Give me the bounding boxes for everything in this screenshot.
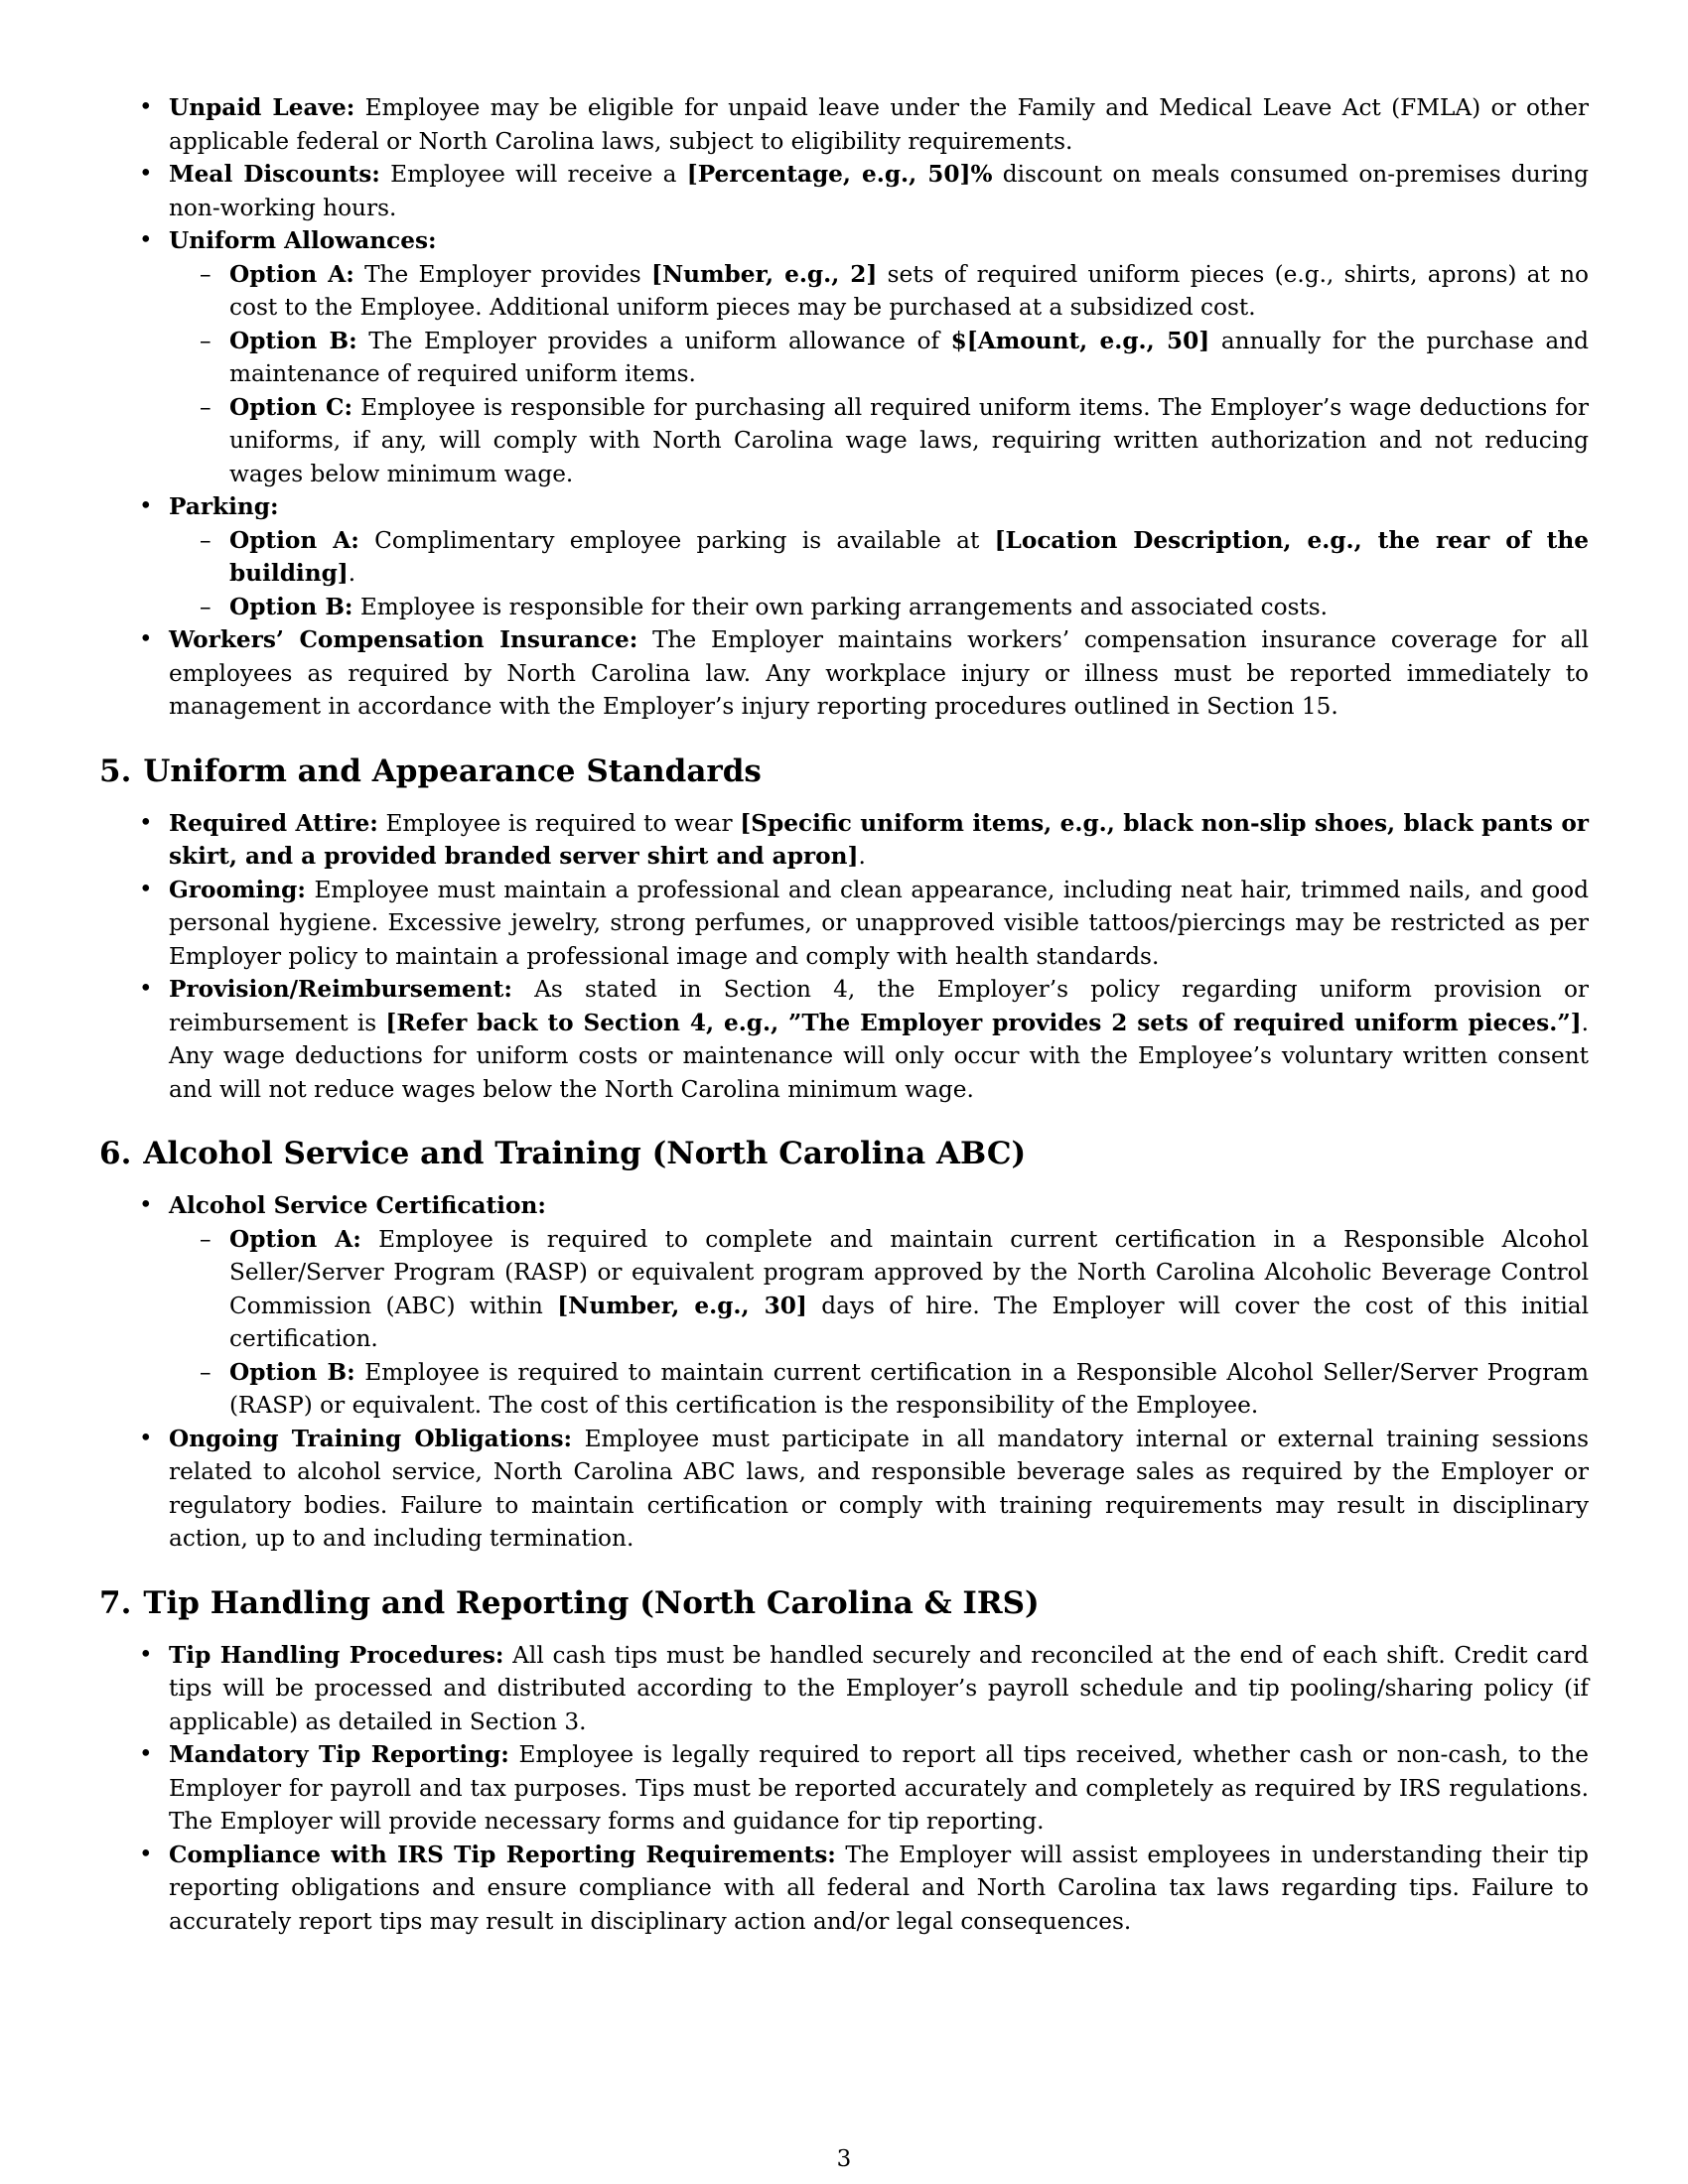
- option-text: annually for the purchase and maintenance of required uniform items.: [229, 327, 1589, 387]
- item-text: discount on meals consumed on-premises during non-working hours.: [169, 161, 1589, 221]
- list-item-parking: [169, 490, 1589, 623]
- option-text: The Employer provides: [353, 260, 651, 288]
- item-label: Workers’ Compensation Insurance:: [169, 626, 638, 653]
- list-item-required-attire: [169, 807, 1589, 874]
- placeholder-field: [Percentage, e.g., 50]%: [686, 161, 993, 188]
- certification-options-list: [169, 1223, 1589, 1423]
- item-label: Required Attire:: [169, 809, 378, 837]
- section-title: Uniform and Appearance Standards: [143, 752, 762, 789]
- sub-item-option-a: [229, 524, 1589, 591]
- list-item-irs-compliance: [169, 1839, 1589, 1939]
- option-label: Option B:: [229, 1358, 355, 1386]
- list-item-provision: [169, 973, 1589, 1106]
- item-text: Employee must maintain a professional and clean appearance, including neat hair, trimmed nails, and good personal hygiene. Excessive jewelry, strong perfumes, or unapproved visible tattoos/piercings may be restricted as per Employer policy to maintain a professional image and comply with health standards.: [169, 876, 1589, 970]
- item-text: As stated in Section 4, the Employer’s policy regarding uniform provision or reimbursement is: [169, 976, 1589, 1036]
- section-title: Alcohol Service and Training (North Carolina ABC): [143, 1136, 1027, 1171]
- option-text: days of hire. The Employer will cover the cost of this initial certification.: [229, 1292, 1589, 1352]
- list-item-alcohol-certification: [169, 1189, 1589, 1423]
- placeholder-field: [Location Description, e.g., the rear of the building]: [229, 526, 1589, 587]
- item-label: Uniform Allowances:: [169, 227, 437, 254]
- item-text: Employee will receive a: [379, 161, 687, 188]
- section-title: Tip Handling and Reporting (North Carolina & IRS): [143, 1584, 1040, 1621]
- parking-options-list: [169, 524, 1589, 624]
- item-label: Unpaid Leave:: [169, 94, 355, 121]
- section6-list: [99, 1189, 1589, 1556]
- option-label: Option B:: [229, 593, 353, 620]
- placeholder-field: $[Amount, e.g., 50]: [950, 327, 1210, 354]
- option-text: Employee is responsible for purchasing all required uniform items. The Employer’s wage deductions for uniforms, if any, will comply with North Carolina wage laws, requiring written authorization and not reducing wages below minimum wage.: [229, 393, 1590, 487]
- sub-item-option-a: [229, 258, 1589, 325]
- placeholder-field: [Refer back to Section 4, e.g., ”The Employer provides 2 sets of required uniform pieces.”]: [385, 1009, 1582, 1036]
- option-label: Option A:: [229, 1225, 361, 1253]
- list-item-workers-comp: [169, 623, 1589, 724]
- list-item-meal-discounts: [169, 158, 1589, 224]
- item-label: Compliance with IRS Tip Reporting Requirements:: [169, 1841, 836, 1868]
- section-heading-5: [99, 751, 1589, 791]
- item-text: All cash tips must be handled securely and reconciled at the end of each shift. Credit card tips will be processed and distributed according to the Employer’s payroll schedule and tip pooling/sharing policy (if applicable) as detailed in Section 3.: [169, 1641, 1590, 1735]
- uniform-options-list: [169, 258, 1589, 491]
- item-label: Provision/Reimbursement:: [169, 976, 512, 1003]
- option-text: Employee is responsible for their own parking arrangements and associated costs.: [352, 593, 1329, 620]
- option-text: Employee is required to complete and maintain current certification in a Responsible Alcohol Seller/Server Program (RASP) or equivalent program approved by the North Carolina Alcoholic Beverage Control Commission (ABC) within: [229, 1225, 1589, 1319]
- item-text: Employee may be eligible for unpaid leave under the Family and Medical Leave Act (FMLA) or other applicable federal or North Carolina laws, subject to eligibility requirements.: [169, 94, 1589, 155]
- item-label: Parking:: [169, 493, 279, 520]
- option-label: Option B:: [229, 327, 357, 354]
- item-text: The Employer will assist employees in understanding their tip reporting obligations and ensure compliance with all federal and North Carolina tax laws regarding tips. Failure to accurately report tips may result in disciplinary action and/or legal consequences.: [169, 1841, 1589, 1935]
- section-heading-7: [99, 1583, 1589, 1623]
- list-item-unpaid-leave: [169, 91, 1589, 158]
- section-number: 5.: [99, 752, 132, 789]
- sub-item-option-b: [229, 325, 1589, 391]
- document-body: [99, 91, 1589, 1938]
- sub-item-option-b: [229, 591, 1589, 624]
- item-label: Grooming:: [169, 876, 306, 903]
- item-text: The Employer maintains workers’ compensation insurance coverage for all employees as required by North Carolina law. Any workplace injury or illness must be reported immediately to management in accordance with the Employer’s injury reporting procedures outlined in Section 15.: [169, 626, 1589, 720]
- list-item-mandatory-reporting: [169, 1738, 1589, 1839]
- section-heading-6: [99, 1134, 1589, 1173]
- placeholder-field: [Number, e.g., 30]: [557, 1292, 807, 1319]
- item-label: Alcohol Service Certification:: [169, 1192, 546, 1219]
- section-number: 6.: [99, 1136, 132, 1171]
- item-text: Employee is required to wear: [377, 809, 741, 837]
- page-number: 3: [836, 2146, 852, 2172]
- item-text: Employee is legally required to report all tips received, whether cash or non-cash, to the Employer for payroll and tax purposes. Tips must be reported accurately and completely as required by IRS regulations. The Employer will provide necessary forms and guidance for tip reporting.: [169, 1741, 1589, 1835]
- list-item-grooming: [169, 874, 1589, 974]
- option-text: .: [348, 560, 356, 587]
- list-item-tip-handling: [169, 1639, 1589, 1739]
- option-label: Option A:: [229, 260, 354, 288]
- placeholder-field: [Number, e.g., 2]: [650, 260, 878, 288]
- item-label: Tip Handling Procedures:: [169, 1641, 504, 1669]
- option-text: Complimentary employee parking is available at: [358, 526, 995, 554]
- item-text: . Any wage deductions for uniform costs or maintenance will only occur with the Employee’s voluntary written consent and will not reduce wages below the North Carolina minimum wage.: [169, 1009, 1589, 1103]
- item-text: Employee must participate in all mandatory internal or external training sessions related to alcohol service, North Carolina ABC laws, and responsible beverage sales as required by the Employer or regulatory bodies. Failure to maintain certification or comply with training requirements may result in disciplinary action, up to and including termination.: [169, 1425, 1589, 1552]
- sub-item-option-a: [229, 1223, 1589, 1356]
- option-label: Option C:: [229, 393, 353, 421]
- option-label: Option A:: [229, 526, 359, 554]
- sub-item-option-c: [229, 391, 1589, 491]
- section7-list: [99, 1639, 1589, 1939]
- item-label: Meal Discounts:: [169, 161, 380, 188]
- option-text: Employee is required to maintain current certification in a Responsible Alcohol Seller/Server Program (RASP) or equivalent. The cost of this certification is the responsibility of the Employee.: [229, 1358, 1589, 1419]
- placeholder-field: [Specific uniform items, e.g., black non-slip shoes, black pants or skirt, and a provided branded server shirt and apron]: [169, 809, 1590, 870]
- list-item-ongoing-training: [169, 1423, 1589, 1556]
- item-label: Mandatory Tip Reporting:: [169, 1741, 509, 1768]
- item-text: .: [858, 843, 866, 870]
- sub-item-option-b: [229, 1356, 1589, 1423]
- section-number: 7.: [99, 1584, 132, 1621]
- benefits-list: [99, 91, 1589, 724]
- list-item-uniform-allowances: [169, 224, 1589, 490]
- section5-list: [99, 807, 1589, 1107]
- option-text: sets of required uniform pieces (e.g., shirts, aprons) at no cost to the Employee. Additional uniform pieces may be purchased at a subsidized cost.: [229, 260, 1589, 321]
- option-text: The Employer provides a uniform allowance of: [356, 327, 951, 354]
- item-label: Ongoing Training Obligations:: [169, 1425, 573, 1452]
